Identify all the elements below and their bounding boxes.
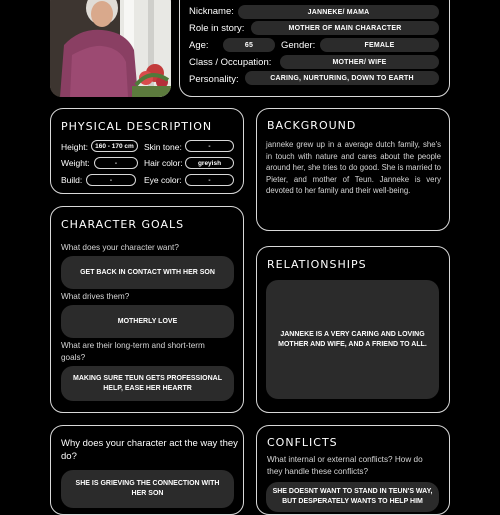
goals-title: CHARACTER GOALS [61, 218, 185, 231]
goals-question-longterm: What are their long-term and short-term goals? [61, 341, 205, 362]
personality-label: Personality: [189, 74, 239, 85]
personality-value: CARING, NURTURING, DOWN TO EARTH [245, 71, 439, 85]
height-value: 160 - 170 cm [91, 140, 138, 152]
relationships-title: RELATIONSHIPS [267, 258, 367, 271]
weight-label: Weight: [61, 158, 90, 168]
conflicts-title: CONFLICTS [267, 436, 338, 449]
physical-title: PHYSICAL DESCRIPTION [61, 120, 213, 133]
skin-label: Skin tone: [144, 142, 182, 152]
class-label: Class / Occupation: [189, 57, 272, 68]
relationships-text: JANNEKE IS A VERY CARING AND LOVING MOTHER AND WIFE, AND A FRIEND TO ALL. [266, 280, 439, 399]
motivation-answer: SHE IS GRIEVING THE CONNECTION WITH HER SON [61, 470, 234, 508]
nickname-label: Nickname: [189, 6, 234, 17]
build-value: - [86, 174, 136, 186]
role-value: MOTHER OF MAIN CHARACTER [251, 21, 439, 35]
height-label: Height: [61, 142, 88, 152]
conflicts-answer: SHE DOESNT WANT TO STAND IN TEUN'S WAY, BUT DESPERATELY WANTS TO HELP HIM [266, 482, 439, 512]
goals-question-want: What does your character want? [61, 243, 179, 252]
portrait-image [50, 0, 171, 97]
goals-answer-want: GET BACK IN CONTACT WITH HER SON [61, 256, 234, 289]
hair-value: greyish [185, 157, 234, 169]
skin-value: - [185, 140, 234, 152]
weight-value: - [94, 157, 138, 169]
role-label: Role in story: [189, 23, 245, 34]
build-label: Build: [61, 175, 83, 185]
goals-question-drives: What drives them? [61, 292, 130, 301]
gender-label: Gender: [281, 40, 316, 51]
conflicts-question: What internal or external conflicts? How do they handle these conflicts? [267, 455, 423, 476]
gender-value: FEMALE [320, 38, 439, 52]
class-value: MOTHER/ WIFE [280, 55, 439, 69]
eye-label: Eye color: [144, 175, 182, 185]
hair-label: Hair color: [144, 158, 183, 168]
goals-answer-longterm: MAKING SURE TEUN GETS PROFESSIONAL HELP, EASE HER HEARTR [61, 366, 234, 401]
background-text: janneke grew up in a average dutch family, she's in touch with nature and cares about the people around her, she tries to do good. She is married to Pieter, and mother of Teun. Janneke is very devoted to her family and their well-being. [266, 140, 441, 195]
motivation-question: Why does your character act the way they do? [61, 438, 238, 462]
age-value: 65 [223, 38, 275, 52]
background-title: BACKGROUND [267, 119, 357, 132]
nickname-value: JANNEKE/ MAMA [238, 5, 439, 19]
character-portrait [50, 0, 171, 97]
goals-answer-drives: MOTHERLY LOVE [61, 305, 234, 338]
eye-value: - [185, 174, 234, 186]
age-label: Age: [189, 40, 209, 51]
